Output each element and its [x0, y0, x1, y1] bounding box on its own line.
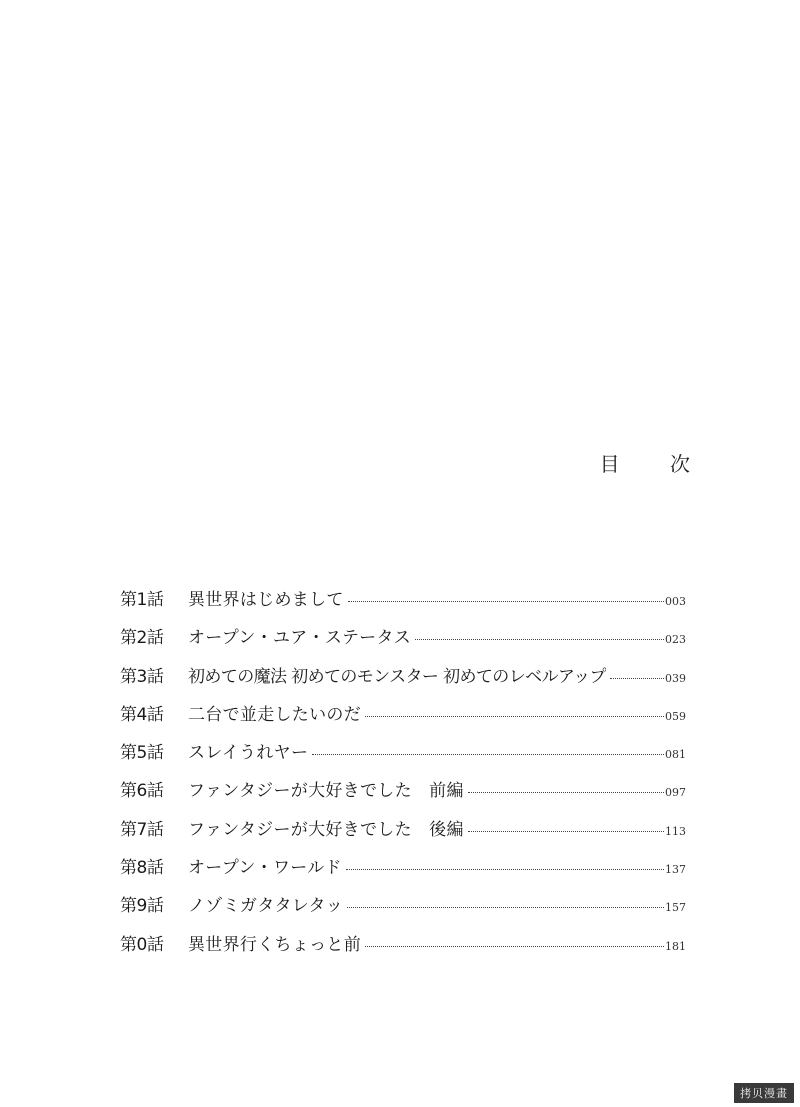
- chapter-title: ファンタジーが大好きでした 前編: [188, 781, 464, 802]
- chapter-title: 異世界行くちょっと前: [188, 934, 361, 955]
- dot-leader: [468, 831, 664, 832]
- chapter-title: ファンタジーが大好きでした 後編: [188, 819, 464, 840]
- chapter-number: 第9話: [120, 896, 164, 917]
- dot-leader: [312, 754, 664, 755]
- chapter-title: 二台で並走したいのだ: [188, 704, 361, 725]
- table-of-contents: [120, 588, 686, 971]
- toc-heading: 目 次: [599, 452, 712, 476]
- toc-entry-2: [120, 626, 686, 664]
- chapter-number: 第7話: [120, 819, 164, 840]
- toc-entry-1: [120, 588, 686, 626]
- chapter-number: 第5話: [120, 743, 164, 764]
- watermark: 拷贝漫畫: [734, 1083, 794, 1103]
- dot-leader: [415, 639, 664, 640]
- page-number: 081: [665, 748, 686, 762]
- dot-leader: [610, 678, 664, 679]
- dot-leader: [348, 601, 664, 602]
- toc-entry-6: [120, 779, 686, 817]
- toc-entry-9: [120, 894, 686, 932]
- chapter-title: スレイうれヤー: [188, 743, 309, 764]
- chapter-title: 初めての魔法 初めてのモンスター 初めてのレベルアップ: [188, 666, 606, 687]
- chapter-title: ノゾミガタタレタッ: [188, 896, 344, 917]
- chapter-number: 第3話: [120, 666, 164, 687]
- dot-leader: [365, 716, 664, 717]
- page-number: 181: [665, 939, 686, 953]
- page-number: 157: [665, 901, 686, 915]
- chapter-number: 第1話: [120, 590, 164, 610]
- chapter-title: 異世界はじめまして: [188, 590, 344, 610]
- toc-entry-4: [120, 703, 686, 741]
- toc-entry-7: [120, 818, 686, 856]
- chapter-title: オープン・ユア・ステータス: [188, 628, 412, 649]
- page-number: 039: [665, 671, 686, 685]
- toc-entry-10: [120, 933, 686, 971]
- chapter-number: 第8話: [120, 858, 164, 879]
- chapter-number: 第4話: [120, 704, 164, 725]
- page-number: 003: [665, 595, 686, 608]
- page-number: 137: [665, 863, 686, 877]
- chapter-number: 第2話: [120, 628, 164, 649]
- dot-leader: [468, 792, 664, 793]
- page-number: 059: [665, 709, 686, 723]
- chapter-number: 第0話: [120, 934, 164, 955]
- toc-entry-3: [120, 665, 686, 703]
- chapter-number: 第6話: [120, 781, 164, 802]
- toc-entry-8: [120, 856, 686, 894]
- page-number: 023: [665, 633, 686, 647]
- dot-leader: [346, 869, 664, 870]
- page-number: 113: [665, 824, 686, 838]
- toc-entry-5: [120, 741, 686, 779]
- chapter-title: オープン・ワールド: [188, 858, 342, 879]
- page-number: 097: [665, 786, 686, 800]
- dot-leader: [365, 946, 664, 947]
- dot-leader: [347, 907, 664, 908]
